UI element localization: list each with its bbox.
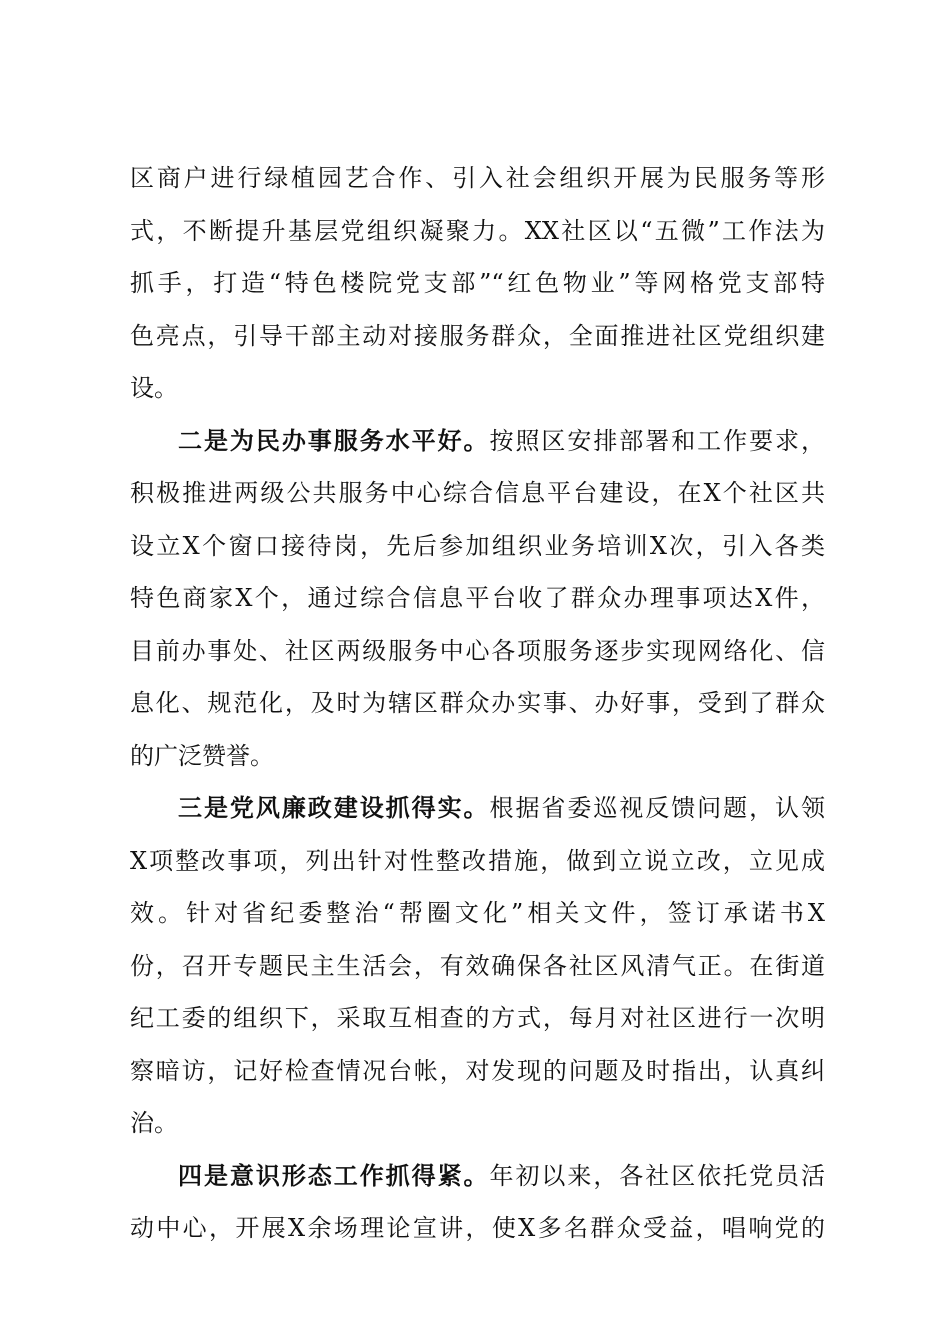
text-span: 年初以来，各社区依托党员活 [489, 1161, 825, 1190]
text-line: 份，召开专题民主生活会，有效确保各社区风清气正。在街道 [130, 951, 825, 980]
text-line: 式，不断提升基层党组织凝聚力。XX社区以“五微”工作法为 [130, 216, 825, 245]
paragraph-first-line [130, 415, 825, 468]
text-line: 动中心，开展X余场理论宣讲，使X多名群众受益，唱响党的 [130, 1214, 825, 1242]
paragraph-first-line [130, 782, 825, 835]
text-line: 积极推进两级公共服务中心综合信息平台建设，在X个社区共 [130, 479, 825, 507]
paragraph-heading: 二是为民办事服务水平好。 [178, 425, 490, 455]
document-body [130, 152, 825, 1255]
text-line: 特色商家X个，通过综合信息平台收了群众办理事项达X件， [130, 584, 825, 612]
paragraph-heading: 四是意识形态工作抓得紧。 [178, 1160, 490, 1190]
text-line: 察暗访，记好检查情况台帐，对发现的问题及时指出，认真纠 [130, 1056, 825, 1085]
text-line: X项整改事项，列出针对性整改措施，做到立说立改，立见成 [130, 846, 825, 875]
paragraph-heading: 三是党风廉政建设抓得实。 [178, 793, 490, 822]
text-line: 效。针对省纪委整治“帮圈文化”相关文件，签订承诺书X [130, 899, 825, 927]
paragraph-first-line [130, 1150, 825, 1203]
text-line: 色亮点，引导干部主动对接服务群众，全面推进社区党组织建 [130, 321, 825, 350]
text-line: 息化、规范化，及时为辖区群众办实事、办好事，受到了群众 [130, 689, 825, 717]
text-line: 设。 [130, 374, 178, 402]
text-line: 的广泛赞誉。 [130, 741, 274, 770]
text-line: 设立X个窗口接待岗，先后参加组织业务培训X次，引入各类 [130, 531, 825, 560]
text-line: 抓手，打造“特色楼院党支部”“红色物业”等网格党支部特 [130, 269, 825, 297]
text-span: 根据省委巡视反馈问题，认领 [489, 794, 825, 822]
text-line: 区商户进行绿植园艺合作、引入社会组织开展为民服务等形 [130, 164, 825, 192]
text-line: 纪工委的组织下，采取互相查的方式，每月对社区进行一次明 [130, 1004, 825, 1032]
text-span: 按照区安排部署和工作要求， [489, 426, 825, 455]
text-line: 目前办事处、社区两级服务中心各项服务逐步实现网络化、信 [130, 636, 825, 665]
text-line: 治。 [130, 1109, 178, 1137]
